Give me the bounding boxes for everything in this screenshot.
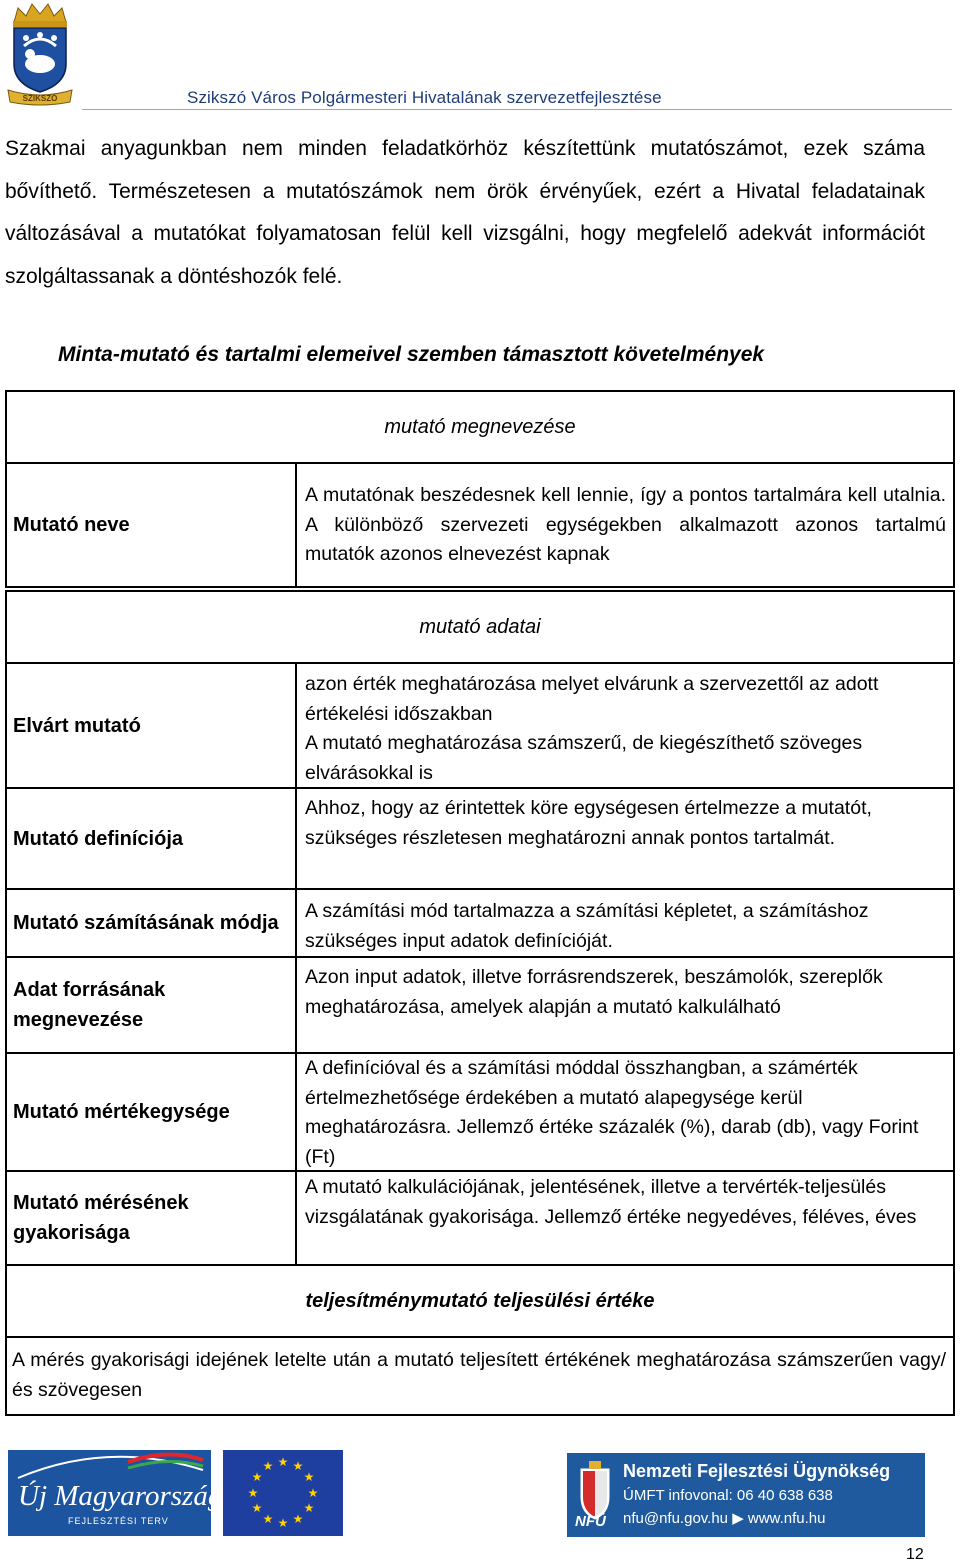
row-label-text: Mutató definíciója (13, 827, 183, 850)
logo-wordmark: Új Magyarország (18, 1480, 223, 1512)
row-text-szamitas-modja: A számítási mód tartalmazza a számítási képletet, a számításhoz szükséges input adatok definícióját. (295, 888, 955, 958)
intro-paragraph: Szakmai anyagunkban nem minden feladatkörhöz készítettünk mutatószámot, ezek száma bővíthető. Természetesen a mutatószámok nem örök érvényűek, ezért a Hivatal feladatainak változásával a mutatókat folyamatosan felül kell vizsgálni, hogy megfelelő adekvát információt szolgáltassanak a döntéshozók felé. (5, 137, 925, 288)
nfu-abbr: NFÜ (575, 1513, 606, 1530)
svg-text:★: ★ (251, 1501, 263, 1515)
row-text-mutato-neve: A mutatónak beszédesnek kell lennie, így a pontos tartalmára kell utalnia. A különböző szervezeti egységekben alkalmazott azonos tartalmú mutatók azonos elnevezést kapnak (295, 462, 955, 588)
section-header-mutato-megnevezese (5, 390, 955, 464)
table-title: Minta-mutató és tartalmi elemeivel szemben támasztott követelmények (58, 343, 765, 366)
nfu-infoline: ÚMFT infovonal: 06 40 638 638 (623, 1487, 833, 1504)
szikszo-crest-logo (4, 2, 76, 106)
row-label-text: Mutató számításának módja (13, 912, 279, 934)
row-text-meres-gyakorisaga: A mutató kalkulációjának, jelentésének, illetve a tervérték-teljesülés vizsgálatának gyakorisága. Jellemző értéke negyedéves, féléves, éves (295, 1170, 955, 1266)
nfu-logo (567, 1453, 925, 1537)
uj-magyarorszag-logo (8, 1450, 223, 1536)
row-label-mutato-neve (5, 462, 297, 588)
nfu-contact: nfu@nfu.gov.hu ▶ www.nfu.hu (623, 1510, 826, 1527)
row-text-mertekegyseg: A definícióval és a számítási móddal összhangban, a számérték értelmezhetősége érdekében a mutató alapegysége kerül meghatározásra. Jellemző értéke százalék (%), darab (db), vagy Forint (Ft) (295, 1052, 955, 1172)
svg-text:★: ★ (303, 1470, 315, 1484)
svg-text:★: ★ (303, 1501, 315, 1515)
row-label-text: Mutató neve (13, 514, 130, 536)
row-label-szamitas-modja (5, 888, 297, 958)
row-label-mertekegyseg (5, 1052, 297, 1172)
svg-text:★: ★ (277, 1516, 289, 1530)
row-label-mutato-definicioja (5, 787, 297, 890)
section-header-teljesulesi-ertek (5, 1264, 955, 1338)
section-header-text: mutató megnevezése (384, 415, 576, 438)
eu-stars-icon (223, 1450, 343, 1536)
row-text-teljesulesi-ertek: A mérés gyakorisági idejének letelte után a mutató teljesített értékének meghatározása számszerűen vagy/és szövegesen (5, 1336, 955, 1416)
row-label-text: Elvárt mutató (13, 714, 141, 737)
section-header-text: teljesítménymutató teljesülési értéke (305, 1289, 655, 1312)
page-header (0, 0, 960, 112)
svg-text:★: ★ (307, 1486, 319, 1500)
header-title: Szikszó Város Polgármesteri Hivatalának szervezetfejlesztése (187, 88, 662, 107)
row-label-text: Adat forrásának megnevezése (13, 979, 166, 1031)
svg-text:★: ★ (277, 1455, 289, 1469)
svg-text:★: ★ (251, 1470, 263, 1484)
nfu-title: Nemzeti Fejlesztési Ügynökség (623, 1461, 891, 1481)
row-label-elvart-mutato (5, 662, 297, 789)
row-text-elvart-mutato: azon érték meghatározása melyet elvárunk a szervezettől az adott értékelési időszakban A mutató meghatározása számszerű, de kiegészíthető szöveges elvárásokkal is (295, 662, 955, 789)
svg-text:★: ★ (292, 1512, 304, 1526)
row-text-mutato-definicioja: Ahhoz, hogy az érintettek köre egységesen értelmezze a mutatót, szükséges részletesen meghatározni annak pontos tartalmát. (295, 787, 955, 890)
svg-text:★: ★ (247, 1486, 259, 1500)
row-label-meres-gyakorisaga (5, 1170, 297, 1266)
svg-text:★: ★ (292, 1459, 304, 1473)
svg-text:★: ★ (262, 1512, 274, 1526)
row-label-text: Mutató mérésének gyakorisága (13, 1192, 189, 1244)
row-text-adat-forrasa: Azon input adatok, illetve forrásrendszerek, beszámolók, szereplők meghatározása, amelyek alapján a mutató kalkulálható (295, 956, 955, 1054)
section-header-text: mutató adatai (419, 615, 541, 638)
page-number: 12 (906, 1546, 924, 1563)
svg-text:★: ★ (262, 1459, 274, 1473)
eu-flag-logo (223, 1450, 343, 1536)
logo-subtitle: FEJLESZTÉSI TERV (68, 1516, 169, 1526)
row-label-text: Mutató mértékegysége (13, 1101, 230, 1123)
svg-text:SZIKSZÓ: SZIKSZÓ (22, 94, 58, 103)
section-header-mutato-adatai (5, 590, 955, 664)
header-divider (82, 109, 952, 110)
row-label-adat-forrasa (5, 956, 297, 1054)
